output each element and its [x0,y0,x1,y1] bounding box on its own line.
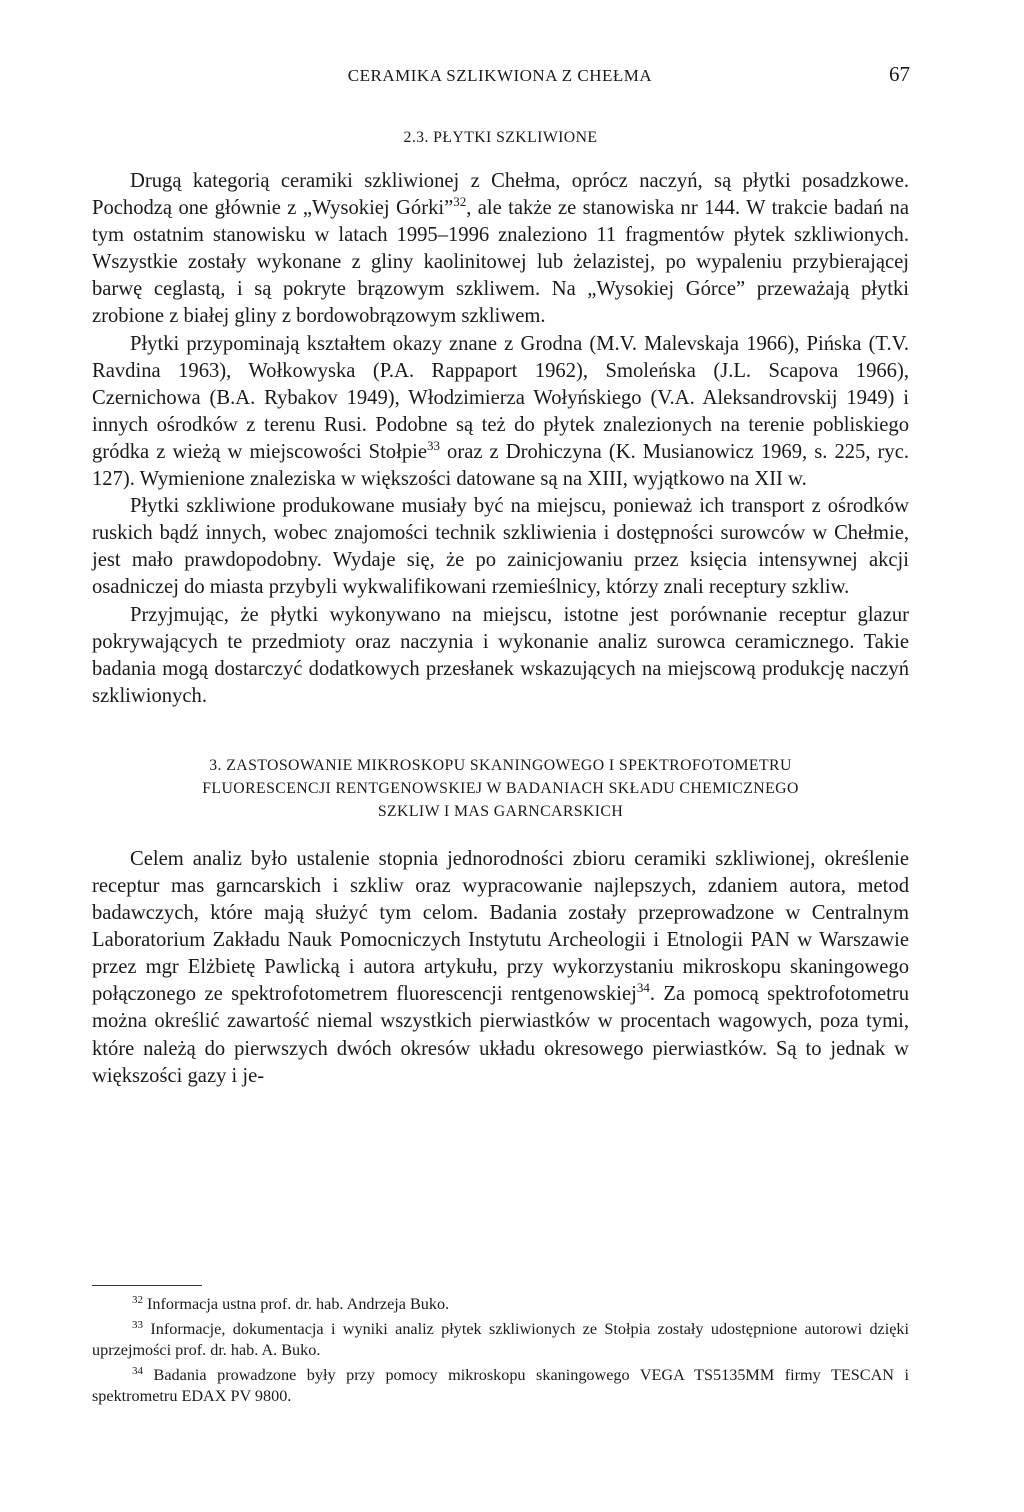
page-number: 67 [889,62,910,86]
paragraph [92,846,909,1090]
footnote [92,1319,909,1362]
paragraph-text: Celem analiz było ustalenie stopnia jednorodności zbioru ceramiki szkliwionej, określenie receptur mas garncarskich i szkliw oraz wypracowanie najlepszych, zdaniem autora, metod badawczych, które mają służyć tym celom. Badania zostały przeprowadzone w Centralnym Laboratorium Zakładu Nauk Pomocniczych Instytutu Archeologii i Etnologii PAN w Warszawie przez mgr Elżbietę Pawlicką i autora artykułu, przy wykorzystaniu mikroskopu skaningowego połączonego ze spektrofotometrem fluorescencji rentgenowskiej [92,847,909,1006]
section-heading-line: SZKLIW I MAS GARNCARSKICH [377,802,624,820]
page-body [92,128,909,1090]
footnote [92,1294,909,1316]
paragraph-text: Drugą kategorią ceramiki szkliwionej z Chełma, oprócz naczyń, są płytki posadzkowe. Pochodzą one głównie z „Wysokiej Górki” [92,170,909,220]
footnote-reference: 32 [453,194,467,210]
paragraph-text: . Za pomocą spektrofotometru można określić zawartość niemal wszystkich pierwiastków w procentach wagowych, poza tymi, które należą do pierwszych dwóch okresów układu okresowego pierwiastków. Są to jednak w większości gazy i je- [92,983,909,1087]
footnote-text: Informacje, dokumentacja i wyniki analiz płytek szkliwionych ze Stołpia zostały udostępnione autorowi dzięki uprzejmości prof. dr. hab. A. Buko. [92,1319,909,1359]
section-heading-line: 3. ZASTOSOWANIE MIKROSKOPU SKANINGOWEGO I SPEKTROFOTOMETRU [209,756,792,774]
footnote-number: 34 [132,1364,143,1377]
running-title: CERAMIKA SZLIKWIONA Z CHEŁMA [347,66,653,85]
paragraph: Płytki szkliwione produkowane musiały być na miejscu, ponieważ ich transport z ośrodków ruskich bądź innych, wobec znajomości technik szkliwienia i dostępności surowców w Chełmie, jest mało prawdopodobny. Wydaje się, że po zainicjowaniu przez księcia intensywnej akcji osadniczej do miasta przybyli wykwalifikowani rzemieślnicy, którzy znali receptury szkliw. [92,495,909,599]
paragraph-text: Płytki przypominają kształtem okazy znane z Grodna (M.V. Malevskaja 1966), Pińska (T.V. Ravdina 1963), Wołkowyska (P.A. Rappaport 1962), Smoleńska (J.L. Scapova 1966), Czernichowa (B.A. Rybakov 1949), Włodzimierza Wołyńskiego (V.A. Aleksandrovskij 1949) i innych ośrodków z terenu Rusi. Podobne są też do płytek znalezionych na terenie pobliskiego gródka z wieżą w miejscowości Stołpie [92,332,909,463]
section-heading-3 [92,754,909,823]
footnote [92,1365,909,1408]
paragraph [92,331,909,494]
footnote-text: Badania prowadzone były przy pomocy mikroskopu skaningowego VEGA TS5135MM firmy TESCAN i spektrometru EDAX PV 9800. [92,1365,909,1405]
section-heading-2-3: 2.3. PŁYTKI SZKLIWIONE [403,129,598,146]
footnotes [92,1294,909,1411]
footnote-divider [92,1285,202,1286]
paragraph: Przyjmując, że płytki wykonywano na miejscu, istotne jest porównanie receptur glazur pokrywających te przedmioty oraz naczynia i wykonanie analiz surowca ceramicznego. Takie badania mogą dostarczyć dodatkowych przesłanek wskazujących na miejscową produkcję naczyń szkliwionych. [92,603,909,707]
footnote-number: 33 [132,1318,143,1331]
paragraph-text: oraz z Drohiczyna (K. Musianowicz 1969, s. 225, ryc. 127). Wymienione znaleziska w większości datowane są na XIII, wyjątkowo na XII w. [92,440,909,491]
running-head [90,62,910,92]
paragraph [92,168,909,331]
footnote-reference: 34 [636,980,650,996]
section-heading-line: FLUORESCENCJI RENTGENOWSKIEJ W BADANIACH SKŁADU CHEMICZNEGO [202,779,799,797]
footnote-number: 32 [132,1294,143,1306]
footnote-reference: 33 [426,437,440,453]
paragraph-text: , ale także ze stanowiska nr 144. W trakcie badań na tym ostatnim stanowisku w latach 1995–1996 znaleziono 11 fragmentów płytek szkliwionych. Wszystkie zostały wykonane z gliny kaolinitowej lub żelazistej, po wypaleniu przybierającej barwę ceglastą, i są pokryte brązowym szkliwem. Na „Wysokiej Górce” przeważają płytki zrobione z białej gliny z bordowobrązowym szkliwem. [92,197,909,328]
footnote-text: Informacja ustna prof. dr. hab. Andrzeja Buko. [143,1295,450,1313]
